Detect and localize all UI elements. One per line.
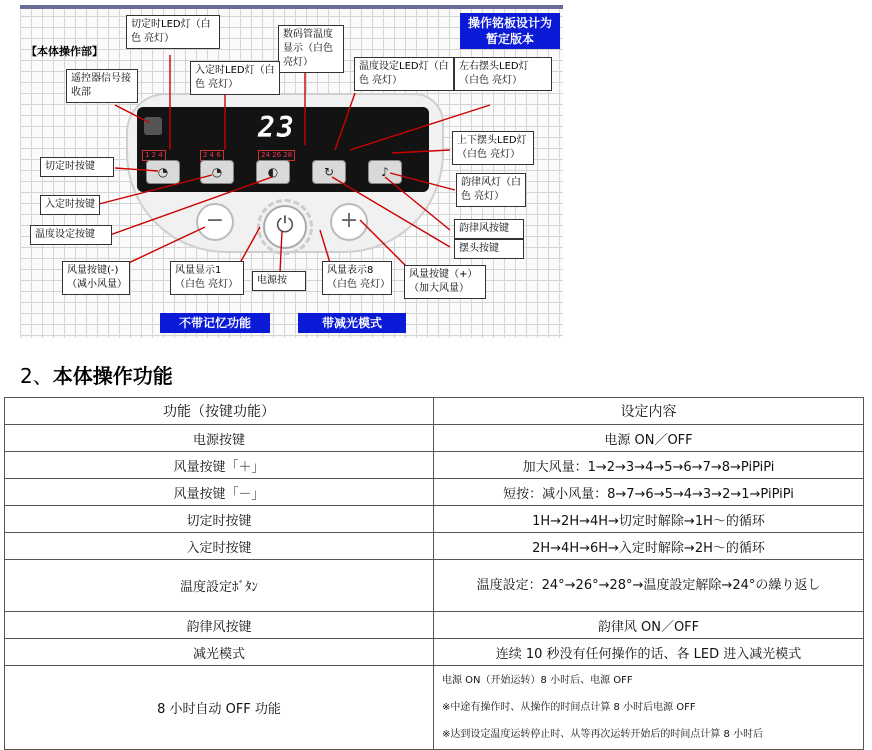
swing-key[interactable]: ↻ bbox=[312, 160, 346, 184]
cell-setting: 1H→2H→4H→切定时解除→1H～的循环 bbox=[434, 506, 864, 533]
label-receiver: 遥控器信号接收部 bbox=[66, 69, 138, 103]
cell-setting: 温度設定：24°→26°→28°→温度設定解除→24°の繰り返し bbox=[434, 560, 864, 612]
rhythm-key[interactable]: ♪ bbox=[368, 160, 402, 184]
label-wind-plus: 风量按键（+）（加大风量） bbox=[404, 265, 486, 299]
label-off-timer-btn: 切定时按键 bbox=[40, 157, 114, 177]
label-swing-lr-led: 左右摆头LED灯（白色 亮灯） bbox=[454, 57, 552, 91]
cell-setting: 短按：减小风量：8→7→6→5→4→3→2→1→PiPiPi bbox=[434, 479, 864, 506]
cell-setting bbox=[434, 666, 864, 750]
wind-minus-key[interactable]: − bbox=[196, 203, 234, 241]
table-row bbox=[5, 533, 864, 560]
table-row bbox=[5, 612, 864, 639]
control-panel-diagram bbox=[20, 5, 563, 338]
cell-function: 韵律风按键 bbox=[5, 612, 434, 639]
label-digital-tube: 数码管温度显示（白色 亮灯） bbox=[278, 25, 344, 73]
table-row bbox=[5, 506, 864, 533]
label-power-btn: 电源按 bbox=[252, 271, 306, 291]
cell-setting: 韵律风 ON／OFF bbox=[434, 612, 864, 639]
section-title: 【本体操作部】 bbox=[26, 45, 103, 58]
header-setting: 设定内容 bbox=[434, 398, 864, 425]
auto-off-line-3: ※达到设定温度运转停止时、从等再次运转开始后的时间点计算 8 小时后 bbox=[442, 729, 764, 740]
label-temp-led: 温度设定LED灯（白色 亮灯） bbox=[354, 57, 454, 91]
section-heading: 2、本体操作功能 bbox=[20, 364, 173, 388]
temp-scale: 24 26 28 bbox=[258, 150, 295, 161]
table-row bbox=[5, 560, 864, 612]
cell-function: 减光模式 bbox=[5, 639, 434, 666]
cell-function: 风量按键「＋」 bbox=[5, 452, 434, 479]
temperature-display: 23 bbox=[258, 111, 296, 144]
table-row bbox=[5, 666, 864, 750]
label-on-timer-btn: 入定时按键 bbox=[40, 195, 100, 215]
table-header-row bbox=[5, 398, 864, 425]
draft-note: 操作铭板设计为暂定版本 bbox=[460, 13, 560, 49]
cell-setting: 加大风量：1→2→3→4→5→6→7→8→PiPiPi bbox=[434, 452, 864, 479]
off-timer-scale: 1 2 4 bbox=[142, 150, 166, 161]
dim-mode-badge: 带减光模式 bbox=[298, 313, 406, 333]
cell-function: 温度設定ﾎﾞﾀﾝ bbox=[5, 560, 434, 612]
temp-key[interactable]: ◐ bbox=[256, 160, 290, 184]
auto-off-line-1: 电源 ON（开始运转）8 小时后、电源 OFF bbox=[442, 675, 633, 686]
wind-plus-key[interactable]: + bbox=[330, 203, 368, 241]
table-row bbox=[5, 452, 864, 479]
label-swing-btn: 摆头按键 bbox=[454, 239, 524, 259]
on-timer-scale: 2 4 6 bbox=[200, 150, 224, 161]
on-timer-key[interactable]: ◔ bbox=[200, 160, 234, 184]
table-row bbox=[5, 479, 864, 506]
cell-setting: 2H→4H→6H→入定时解除→2H～的循环 bbox=[434, 533, 864, 560]
label-wind-disp8: 风量表示8（白色 亮灯） bbox=[322, 261, 392, 295]
cell-function: 8 小时自动 OFF 功能 bbox=[5, 666, 434, 750]
function-table bbox=[4, 397, 864, 750]
cell-function: 切定时按键 bbox=[5, 506, 434, 533]
auto-off-line-2: ※中途有操作时、从操作的时间点计算 8 小时后电源 OFF bbox=[442, 702, 696, 713]
off-timer-key[interactable]: ◔ bbox=[146, 160, 180, 184]
no-memory-badge: 不带记忆功能 bbox=[160, 313, 270, 333]
cell-function: 电源按键 bbox=[5, 425, 434, 452]
label-wind-minus: 风量按键(-)（减小风量） bbox=[62, 261, 130, 295]
header-function: 功能（按键功能） bbox=[5, 398, 434, 425]
cell-function: 入定时按键 bbox=[5, 533, 434, 560]
label-rhythm-led: 韵律风灯（白色 亮灯） bbox=[456, 173, 526, 207]
label-rhythm-btn: 韵律风按键 bbox=[454, 219, 524, 239]
power-key[interactable]: ⏻ bbox=[263, 205, 307, 249]
label-wind-disp1: 风量显示1（白色 亮灯） bbox=[170, 261, 244, 295]
label-temp-btn: 温度设定按键 bbox=[30, 225, 112, 245]
table-row bbox=[5, 639, 864, 666]
table-row bbox=[5, 425, 864, 452]
cell-setting: 电源 ON／OFF bbox=[434, 425, 864, 452]
label-swing-ud-led: 上下摆头LED灯（白色 亮灯） bbox=[452, 131, 534, 165]
label-off-timer-led: 切定时LED灯（白色 亮灯） bbox=[126, 15, 220, 49]
label-on-timer-led: 入定时LED灯（白色 亮灯） bbox=[190, 61, 280, 95]
cell-setting: 连续 10 秒没有任何操作的话、各 LED 进入减光模式 bbox=[434, 639, 864, 666]
cell-function: 风量按键「－」 bbox=[5, 479, 434, 506]
